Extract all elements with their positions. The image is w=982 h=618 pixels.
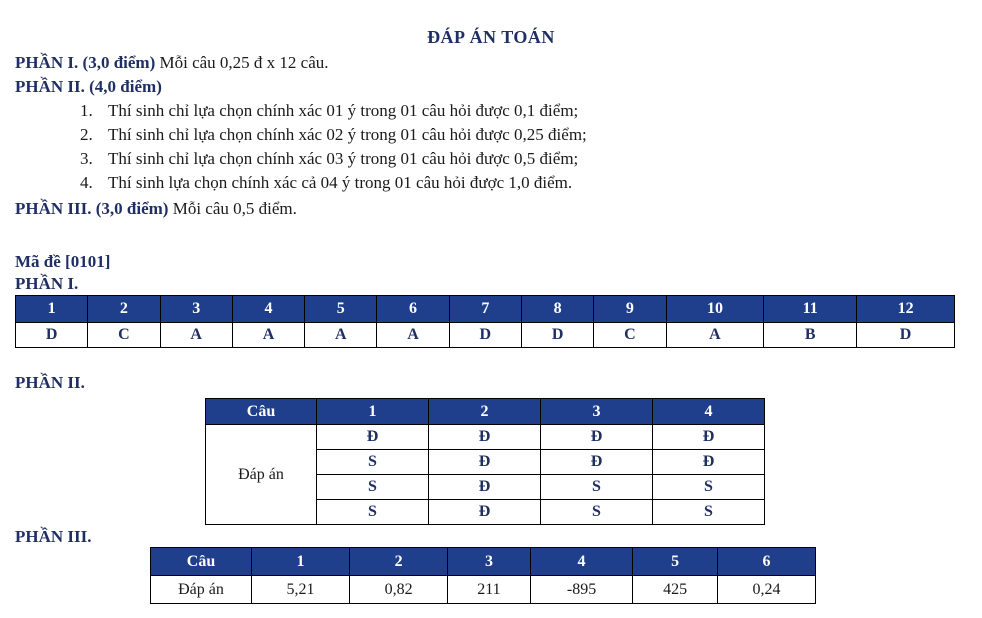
part1-answer-row: [16, 323, 955, 348]
part1-heading: PHẦN I.: [15, 274, 79, 293]
part3-row-label: Đáp án: [151, 576, 252, 604]
rule-item: [80, 173, 572, 193]
part1-answer: B: [764, 323, 857, 348]
part3-table: [150, 547, 816, 604]
part2-answer: Đ: [429, 475, 541, 500]
part1-answer: D: [857, 323, 955, 348]
part1-answer: A: [160, 323, 232, 348]
part1-q: 9: [594, 296, 666, 323]
page-title: ĐÁP ÁN TOÁN: [427, 27, 555, 47]
part1-rule: [15, 53, 329, 73]
part3-answer: 5,21: [252, 576, 350, 604]
part1-q: 7: [449, 296, 521, 323]
part1-rule-head: PHẦN I. (3,0 điểm): [15, 53, 156, 72]
part3-rule-text: Mỗi câu 0,5 điểm.: [168, 199, 297, 218]
part2-answer: S: [653, 475, 765, 500]
part3-q: 6: [717, 548, 815, 576]
part2-answer-row: [206, 425, 765, 450]
part1-answer: C: [594, 323, 666, 348]
part3-answer: 0,82: [350, 576, 448, 604]
part2-row-label: Đáp án: [206, 425, 317, 525]
part1-rule-text: Mỗi câu 0,25 đ x 12 câu.: [155, 53, 329, 72]
part1-answer: D: [521, 323, 593, 348]
rule-item-num: 1.: [80, 101, 93, 120]
part1-q: 12: [857, 296, 955, 323]
part1-answer: D: [449, 323, 521, 348]
part1-q: 8: [521, 296, 593, 323]
part3-answer: 211: [448, 576, 531, 604]
part3-heading: PHẦN III.: [15, 527, 92, 546]
part1-answer: A: [377, 323, 449, 348]
part2-answer: S: [317, 500, 429, 525]
part3-q: 2: [350, 548, 448, 576]
part2-answer: S: [541, 500, 653, 525]
rule-item: [80, 149, 578, 169]
part2-answer: S: [541, 475, 653, 500]
part2-rule: [15, 77, 162, 97]
part1-q: 10: [666, 296, 764, 323]
part3-q: 5: [633, 548, 718, 576]
part2-col-label: Câu: [206, 399, 317, 425]
part1-table: [15, 295, 955, 348]
part2-rule-head: PHẦN II. (4,0 điểm): [15, 77, 162, 96]
rule-item: [80, 125, 587, 145]
part2-q: 2: [429, 399, 541, 425]
part1-answer: A: [666, 323, 764, 348]
part2-answer: Đ: [653, 425, 765, 450]
part3-q: 4: [530, 548, 633, 576]
part2-answer: Đ: [429, 425, 541, 450]
part3-answer: 425: [633, 576, 718, 604]
rule-item-text: Thí sinh chỉ lựa chọn chính xác 02 ý trong 01 câu hỏi được 0,25 điểm;: [108, 125, 587, 144]
part2-answer: Đ: [429, 500, 541, 525]
part1-q: 3: [160, 296, 232, 323]
rule-item-text: Thí sinh lựa chọn chính xác cả 04 ý trong 01 câu hỏi được 1,0 điểm.: [108, 173, 573, 192]
part1-q: 11: [764, 296, 857, 323]
part3-answer: -895: [530, 576, 633, 604]
part1-answer: C: [88, 323, 160, 348]
part2-table: [205, 398, 765, 525]
part2-answer: Đ: [541, 425, 653, 450]
part1-q: 1: [16, 296, 88, 323]
part2-q: 1: [317, 399, 429, 425]
part2-q: 3: [541, 399, 653, 425]
part2-answer: S: [317, 450, 429, 475]
part1-answer: D: [16, 323, 88, 348]
part1-q: 2: [88, 296, 160, 323]
part3-header-row: [151, 548, 816, 576]
part3-rule: [15, 199, 297, 219]
part3-answer: 0,24: [717, 576, 815, 604]
part2-q: 4: [653, 399, 765, 425]
rule-item-text: Thí sinh chỉ lựa chọn chính xác 03 ý trong 01 câu hỏi được 0,5 điểm;: [108, 149, 579, 168]
part1-answer: A: [305, 323, 377, 348]
part1-q: 6: [377, 296, 449, 323]
part3-q: 1: [252, 548, 350, 576]
part2-answer: Đ: [317, 425, 429, 450]
part2-heading: PHẦN II.: [15, 373, 85, 392]
part3-rule-head: PHẦN III. (3,0 điểm): [15, 199, 169, 218]
part1-answer: A: [232, 323, 304, 348]
part1-q: 4: [232, 296, 304, 323]
part1-header-row: [16, 296, 955, 323]
exam-code: Mã đề [0101]: [15, 252, 111, 271]
part2-answer: Đ: [429, 450, 541, 475]
part3-answer-row: [151, 576, 816, 604]
part2-header-row: [206, 399, 765, 425]
rule-item-num: 2.: [80, 125, 93, 144]
part2-answer: Đ: [541, 450, 653, 475]
rule-item: [80, 101, 578, 121]
rule-item-num: 4.: [80, 173, 93, 192]
part2-answer: S: [317, 475, 429, 500]
part2-answer: S: [653, 500, 765, 525]
part3-col-label: Câu: [151, 548, 252, 576]
part2-answer: Đ: [653, 450, 765, 475]
rule-item-text: Thí sinh chỉ lựa chọn chính xác 01 ý trong 01 câu hỏi được 0,1 điểm;: [108, 101, 579, 120]
rule-item-num: 3.: [80, 149, 93, 168]
part3-q: 3: [448, 548, 531, 576]
part1-q: 5: [305, 296, 377, 323]
